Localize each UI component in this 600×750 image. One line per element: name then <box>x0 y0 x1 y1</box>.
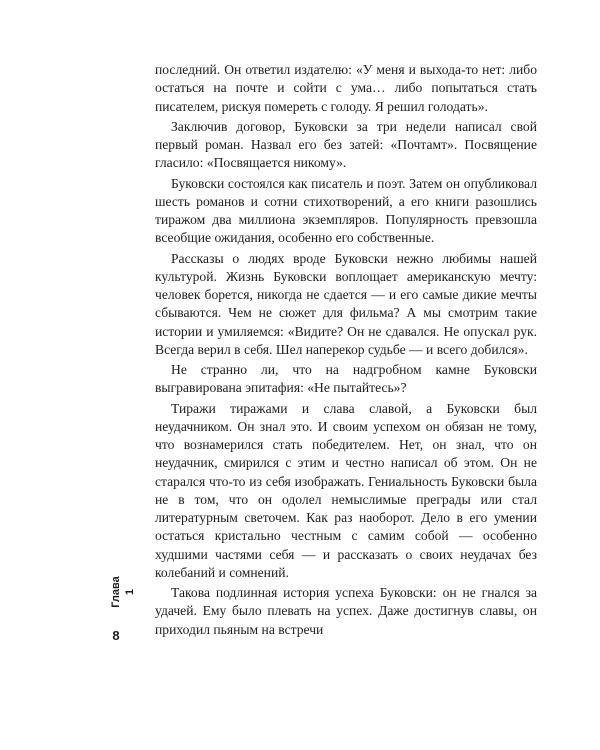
chapter-label: Глава 1 <box>110 576 136 608</box>
paragraph: последний. Он ответил издателю: «У меня и выхода-то нет: либо остаться на почте и сойти с ума… либо попытаться стать писателем, рискуя помереть с голоду. Я решил голодать». <box>155 62 537 114</box>
paragraph: Такова подлинная история успеха Буковски: он не гнался за удачей. Ему было плевать на успех. Даже достигнув славы, он приходил пьяным на встречи <box>155 585 537 637</box>
paragraph: Не странно ли, что на надгробном камне Буковски выгравирована эпитафия: «Не пытайтесь»? <box>155 362 537 396</box>
paragraph: Буковски состоялся как писатель и поэт. Затем он опубликовал шесть романов и сотни стихотворений, а его книги разошлись тиражом два миллиона экземпляров. Популярность превзошла всеобщие ожидания, особенно его собственные. <box>155 175 537 246</box>
page-number: 8 <box>112 628 120 643</box>
paragraph: Тиражи тиражами и слава славой, а Буковски был неудачником. Он знал это. И своим успехом он обязан не тому, что вознамерился стать победителем. Нет, он знал, что он неудачник, смирился с этим и честно написал об этом. Он не старался что-то из себя изображать. Гениальность Буковски была не в том, что он одолел немыслимые преграды или стал литературным светочем. Как раз наоборот. Дело в его умении остаться кристально честным с самим собой — особенно худшими частями себя — и рассказать о своих неудачах без колебаний и сомнений. <box>155 400 537 580</box>
body-text <box>155 61 537 641</box>
paragraph: Рассказы о людях вроде Буковски нежно любимы нашей культурой. Жизнь Буковски воплощает американскую мечту: человек борется, никогда не сдается — и его самые дикие мечты сбываются. Чем не сюжет для фильма? А мы смотрим такие истории и умиляемся: «Видите? Он не сдавался. Не опускал рук. Всегда верил в себя. Шел наперекор судьбе — и всего добился». <box>155 250 537 357</box>
paragraph: Заключив договор, Буковски за три недели написал свой первый роман. Назвал его без затей: «Почтамт». Посвящение гласило: «Посвящается никому». <box>155 118 537 171</box>
